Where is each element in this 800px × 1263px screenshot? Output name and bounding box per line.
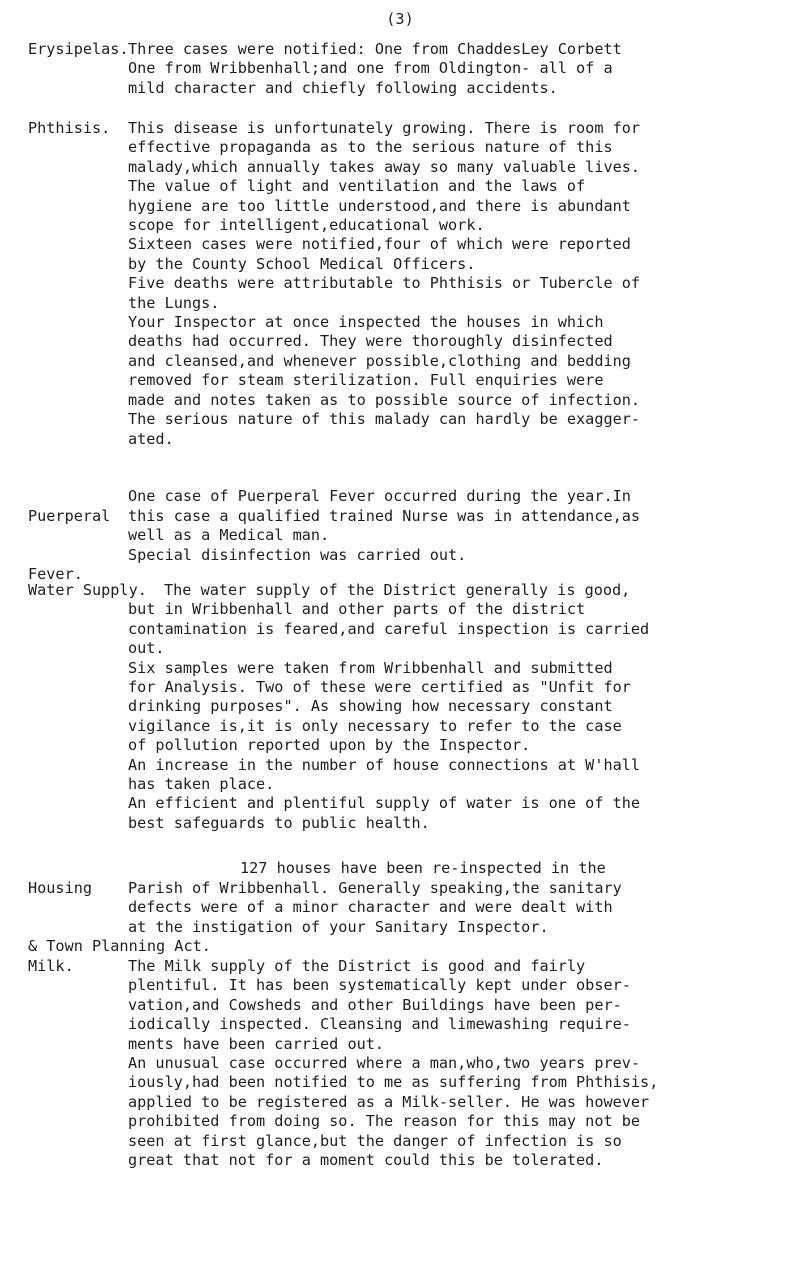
paragraph-line: Three cases were notified: One from ChaddesLey Corbett (128, 40, 622, 58)
section-phthisis (28, 119, 788, 453)
paragraph-line: applied to be registered as a Milk-seller. He was however (128, 1092, 650, 1111)
paragraph-line: has taken place. (128, 775, 275, 794)
paragraph-line: this case a qualified trained Nurse was in attendance,as (128, 506, 641, 525)
section-housing (28, 840, 788, 956)
paragraph-line: by the County School Medical Officers. (128, 254, 476, 273)
paragraph-line: This disease is unfortunately growing. There is room for (128, 119, 641, 137)
paragraph-line: iously,had been notified to me as suffering from Phthisis, (128, 1073, 659, 1092)
section-erysipelas (28, 40, 788, 100)
paragraph-line: contamination is feared,and careful inspection is carried (128, 619, 650, 638)
paragraph-line: vigilance is,it is only necessary to refer to the case (128, 716, 622, 735)
paragraph-line: An unusual case occurred where a man,who,two years prev- (128, 1054, 641, 1073)
paragraph-line: An increase in the number of house connections at W'hall (128, 755, 641, 774)
heading-milk: Milk. (28, 957, 74, 975)
paragraph-line: Special disinfection was carried out. (128, 545, 467, 564)
heading-erysipelas: Erysipelas. (28, 40, 129, 58)
paragraph-line: plentiful. It has been systematically kept under obser- (128, 976, 631, 995)
heading-line: Housing (28, 878, 93, 897)
paragraph-line: of pollution reported upon by the Inspector. (128, 736, 531, 755)
paragraph-line: out. (128, 639, 165, 658)
paragraph-line: prohibited from doing so. The reason for this may not be (128, 1112, 641, 1131)
section-water-supply (28, 581, 788, 841)
body-erysipelas (128, 40, 798, 98)
body-housing (128, 859, 798, 937)
paragraph-line: well as a Medical man. (128, 526, 330, 545)
paragraph-line: The value of light and ventilation and the laws of (128, 177, 586, 196)
paragraph-line: Sixteen cases were notified,four of which were reported (128, 235, 631, 254)
heading-phthisis: Phthisis. (28, 119, 111, 137)
paragraph-line: removed for steam sterilization. Full enquiries were (128, 371, 604, 390)
paragraph-line: The water supply of the District generally is good, (164, 581, 631, 599)
heading-water-supply: Water Supply. (28, 581, 147, 599)
paragraph-line: at the instigation of your Sanitary Inspector. (128, 917, 549, 936)
paragraph-line: ments have been carried out. (128, 1034, 385, 1053)
paragraph-line: ated. (128, 429, 174, 448)
paragraph-line: iodically inspected. Cleansing and limewashing require- (128, 1015, 631, 1034)
paragraph-line: and cleansed,and whenever possible,clothing and bedding (128, 351, 631, 370)
paragraph-line: seen at first glance,but the danger of infection is so (128, 1131, 622, 1150)
section-milk (28, 957, 788, 1177)
paragraph-line: malady,which annually takes away so many valuable lives. (128, 157, 641, 176)
paragraph-line: One case of Puerperal Fever occurred during the year.In (128, 487, 631, 506)
paragraph-line: effective propaganda as to the serious nature of this (128, 138, 613, 157)
paragraph-line: Parish of Wribbenhall. Generally speaking,the sanitary (128, 878, 622, 897)
paragraph-line: scope for intelligent,educational work. (128, 216, 485, 235)
body-milk (128, 957, 798, 1170)
body-puerperal-fever (128, 487, 798, 565)
paragraph-line: drinking purposes". As showing how necessary constant (128, 697, 613, 716)
paragraph-line: 127 houses have been re-inspected in the (240, 859, 606, 878)
paragraph-line: deaths had occurred. They were thoroughly disinfected (128, 332, 613, 351)
paragraph-line: vation,and Cowsheds and other Buildings have been per- (128, 995, 622, 1014)
paragraph-line: The Milk supply of the District is good and fairly (128, 957, 586, 975)
paragraph-line: One from Wribbenhall;and one from Oldington- all of a (128, 59, 613, 78)
paragraph-line: Five deaths were attributable to Phthisis or Tubercle of (128, 274, 641, 293)
section-puerperal-fever (28, 468, 788, 584)
paragraph-line: mild character and chiefly following accidents. (128, 78, 558, 97)
paragraph-line: made and notes taken as to possible source of infection. (128, 390, 641, 409)
heading-line: & Town Planning Act. (28, 937, 211, 956)
paragraph-line: best safeguards to public health. (128, 813, 430, 832)
paragraph-line: An efficient and plentiful supply of water is one of the (128, 794, 641, 813)
paragraph-line: hygiene are too little understood,and there is abundant (128, 196, 631, 215)
paragraph-line: The serious nature of this malady can hardly be exagger- (128, 410, 641, 429)
paragraph-line: defects were of a minor character and were dealt with (128, 898, 613, 917)
paragraph-line: the Lungs. (128, 293, 220, 312)
paragraph-line: but in Wribbenhall and other parts of the district (128, 600, 586, 619)
paragraph-line: great that not for a moment could this be tolerated. (128, 1151, 604, 1170)
body-phthisis (128, 119, 798, 449)
paragraph-line: Your Inspector at once inspected the houses in which (128, 313, 604, 332)
page-number: (3) (386, 10, 414, 28)
heading-line: Fever. (28, 565, 83, 584)
body-water-supply (128, 581, 798, 833)
paragraph-line: Six samples were taken from Wribbenhall and submitted (128, 658, 613, 677)
paragraph-line: for Analysis. Two of these were certified as "Unfit for (128, 678, 631, 697)
heading-line: Puerperal (28, 506, 111, 525)
